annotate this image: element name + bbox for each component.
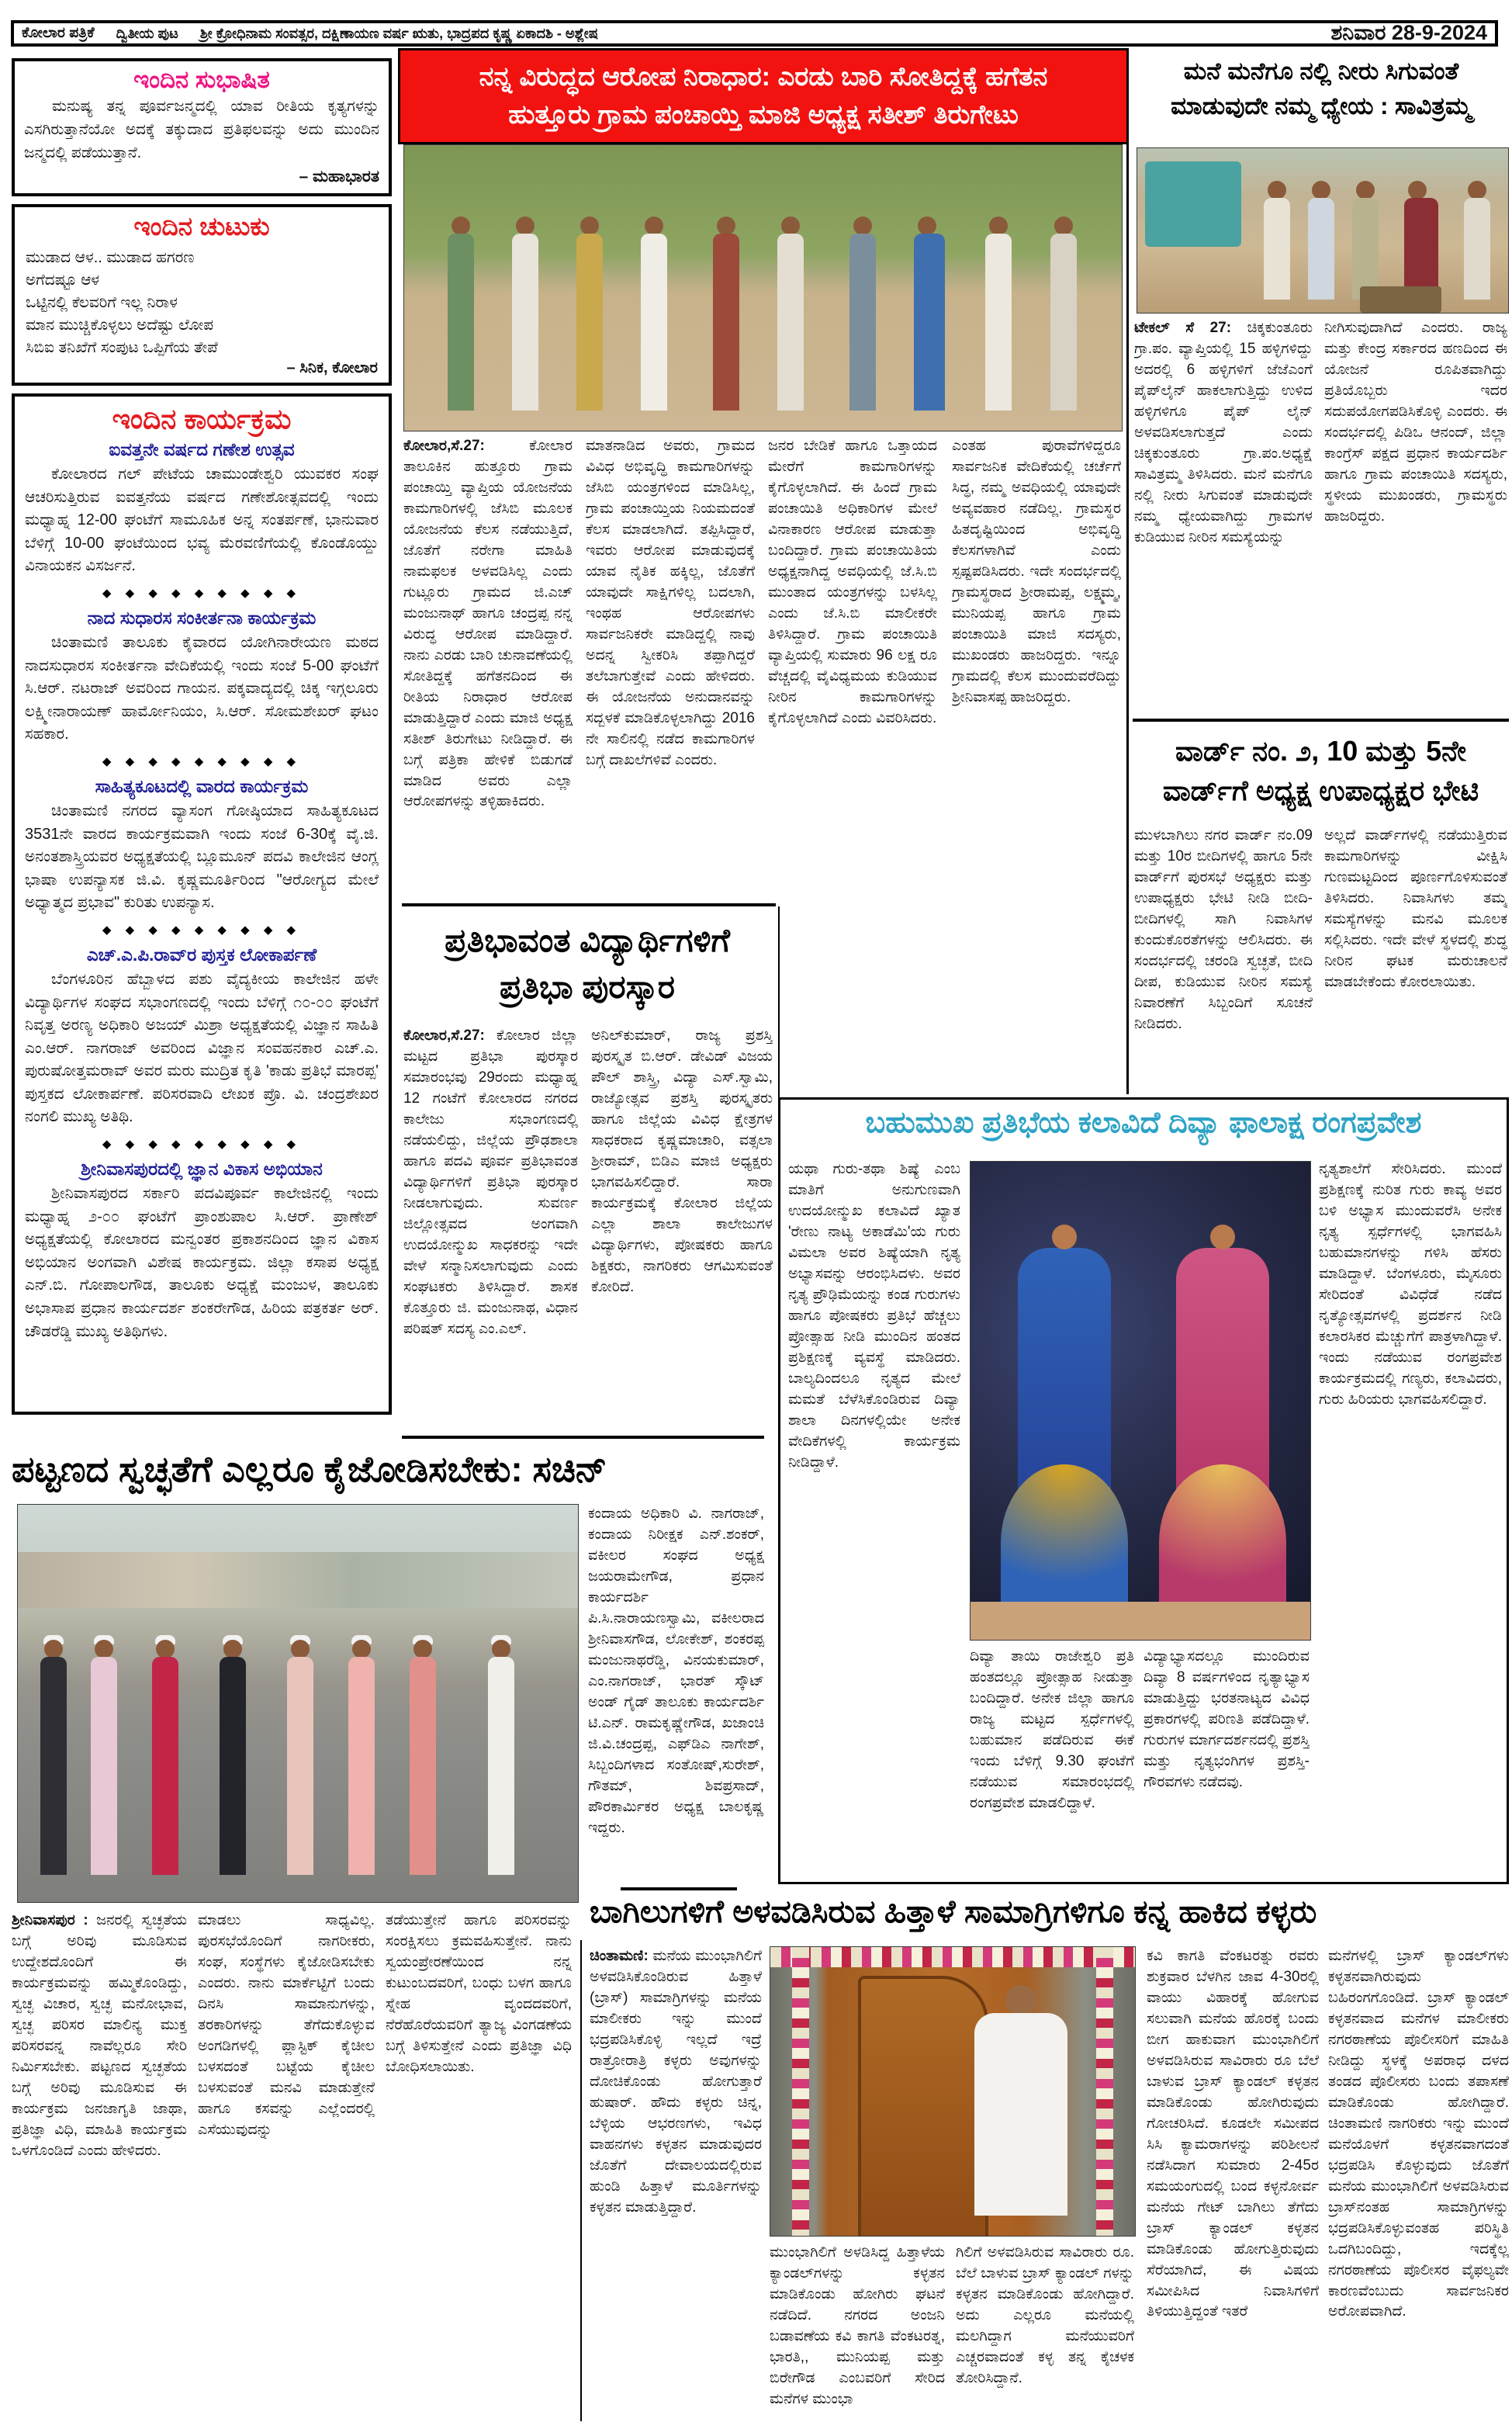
page-label: ದ್ವಿತೀಯ ಪುಟ bbox=[116, 25, 178, 41]
rule-above-prathibha bbox=[402, 903, 776, 906]
date-label: ಶನಿವಾರ 28-9-2024 bbox=[1330, 21, 1487, 44]
diamond-divider: ◆ ◆ ◆ ◆ ◆ ◆ ◆ ◆ ◆ bbox=[102, 923, 302, 937]
program-4-title: ಎಚ್.ಎ.ಪಿ.ರಾವ್‌ರ ಪುಸ್ತಕ ಲೋಕಾರ್ಪಣೆ bbox=[86, 944, 317, 965]
chutuku-title: ಇಂದಿನ ಚುಟುಕು bbox=[133, 212, 270, 241]
rule-sachin-names-end bbox=[621, 1887, 737, 1890]
huttur-col-4: ಎಂತಹ ಪುರಾವೆಗಳಿದ್ದರೂ ಸಾರ್ವಜನಿಕ ವೇದಿಕೆಯಲ್ಲಿ ಚರ್ಚೆಗೆ ಸಿದ್ಧ, ನಮ್ಮ ಅವಧಿಯಲ್ಲಿ ಯಾವುದೇ ಅವ್ಯವಹಾರ ನಡೆದಿಲ್ಲ. ಗ್ರಾಮಸ್ಥರ ಹಿತದೃಷ್ಟಿಯಿಂದ ಅಭಿವೃದ್ಧಿ ಕೆಲಸಗಳಾಗಿವೆ ಎಂದು ಸ್ಪಷ್ಟಪಡಿಸಿದರು. ಇದೇ ಸಂದರ್ಭದಲ್ಲಿ ಗ್ರಾಮಸ್ಥರಾದ ಶ್ರೀರಾಮಪ್ಪ, ಲಕ್ಷ್ಮಮ್ಮ, ಮುನಿಯಪ್ಪ ಹಾಗೂ ಗ್ರಾಮ ಪಂಚಾಯಿತಿ ಮಾಜಿ ಸದಸ್ಯರು, ಮುಖಂಡರು ಹಾಜರಿದ್ದರು. ಇನ್ನೂ ಗ್ರಾಮದಲ್ಲಿ ಕೆಲಸ ಮುಂದುವರೆದಿದ್ದು ಶ್ರೀನಿವಾಸಪ್ಪ ಹಾಜರಿದ್ದರು. bbox=[952, 438, 1121, 705]
kallaru-door-photo bbox=[770, 1946, 1136, 2237]
savitramma-col-1: ಟೇಕಲ್ ಸೆ 27: ಚಿಕ್ಕಕುಂತೂರು ಗ್ರಾ.ಪಂ. ವ್ಯಾಪ್ತಿಯಲ್ಲಿ 15 ಹಳ್ಳಿಗಳಿದ್ದು ಅದರಲ್ಲಿ 6 ಹಳ್ಳಿಗಳಿಗೆ ಜೆಜೆಎಂಗೆ ಪೈಪ್‌ಲೈನ್ ಹಾಕಲಾಗುತ್ತಿದ್ದು ಉಳಿದ ಹಳ್ಳಿಗಳಿಗೂ ಪೈಪ್ ಲೈನ್ ಅಳವಡಿಸಲಾಗುತ್ತದೆ ಎಂದು ಚಿಕ್ಕಕುಂತೂರು ಗ್ರಾ.ಪಂ.ಅಧ್ಯಕ್ಷೆ ಸಾವಿತ್ರಮ್ಮ ತಿಳಿಸಿದರು. ಮನೆ ಮನೆಗೂ ನಲ್ಲಿ ನೀರು ಸಿಗುವಂತೆ ಮಾಡುವುದೇ ನಮ್ಮ ಧ್ಯೇಯವಾಗಿದ್ದು ಗ್ರಾಮಗಳ ಕುಡಿಯುವ ನೀರಿನ ಸಮಸ್ಯೆಯನ್ನು bbox=[1134, 320, 1313, 546]
program-1-title: ಐವತ್ತನೇ ವರ್ಷದ ಗಣೇಶ ಉತ್ಸವ bbox=[109, 439, 295, 459]
diamond-divider: ◆ ◆ ◆ ◆ ◆ ◆ ◆ ◆ ◆ bbox=[102, 586, 302, 600]
program-2-body: ಚಿಂತಾಮಣಿ ತಾಲೂಕು ಕೈವಾರದ ಯೋಗಿನಾರೇಯಣ ಮಠದ ನಾದಸುಧಾರಸ ಸಂಕೀರ್ತನಾ ವೇದಿಕೆಯಲ್ಲಿ ಇಂದು ಸಂಜೆ 5-00 ಘಂಟೆಗೆ ಸಿ.ಆರ್. ನಟರಾಜ್ ಅವರಿಂದ ಗಾಯನ. ಪಕ್ಕವಾದ್ಯದಲ್ಲಿ ಚಿಕ್ಕ ಇಗ್ಗಲೂರು ಲಕ್ಷ್ಮೀನಾರಾಯಣ್ ಹಾರ್ಮೋನಿಯಂ, ಸಿ.ಆರ್. ಸೋಮಶೇಖರ್ ಘಟಂ ಸಹಕಾರ. bbox=[25, 633, 379, 743]
panchanga-line: ಶ್ರೀ ಕ್ರೋಧಿನಾಮ ಸಂವತ್ಸರ, ದಕ್ಷಿಣಾಯಣ ವರ್ಷ ಋತು, ಭಾದ್ರಪದ ಕೃಷ್ಣ ಏಕಾದಶಿ - ಅಶ್ಲೇಷ bbox=[199, 25, 598, 41]
huttur-col-2: ಮಾತನಾಡಿದ ಅವರು, ಗ್ರಾಮದ ವಿವಿಧ ಅಭಿವೃದ್ಧಿ ಕಾಮಗಾರಿಗಳನ್ನು ಜೆಸಿಬಿ ಯಂತ್ರಗಳಿಂದ ಮಾಡಿಸಿಲ್ಲ, ಗ್ರಾಮ ಪಂಚಾಯ್ತಿಯ ನಿಯಮದಂತೆ ಕೆಲಸ ಮಾಡಲಾಗಿದೆ. ತಪ್ಪಿಸಿದ್ದಾರೆ, ಇವರು ಆರೋಪ ಮಾಡುವುದಕ್ಕೆ ಯಾವ ನೈತಿಕ ಹಕ್ಕಿಲ್ಲ, ಜೊತೆಗೆ ಯಾವುದೇ ಸಾಕ್ಷಿಗಳಿಲ್ಲ ಬದಲಾಗಿ, ಇಂಥಹ ಆರೋಪಗಳು ಸಾರ್ವಜನಿಕರೇ ಮಾಡಿದ್ದಲ್ಲಿ ನಾವು ಅದನ್ನ ಸ್ವೀಕರಿಸಿ ತಪ್ಪಾಗಿದ್ದರೆ ತಲೆಬಾಗುತ್ತೇವೆ ಎಂದು ಹೇಳಿದರು. ಈ ಯೋಜನೆಯ ಅನುದಾನವನ್ನು ಸದ್ಬಳಕೆ ಮಾಡಿಕೊಳ್ಳಲಾಗಿದ್ದು 2016 ನೇ ಸಾಲಿನಲ್ಲಿ ನಡೆದ ಕಾಮಗಾರಿಗಳ ಬಗ್ಗೆ ದಾಖಲೆಗಳಿವೆ ಎಂದರು. bbox=[586, 438, 755, 768]
huttur-col-3: ಜನರ ಬೇಡಿಕೆ ಹಾಗೂ ಒತ್ತಾಯದ ಮೇರೆಗೆ ಕಾಮಗಾರಿಗಳನ್ನು ಕೈಗೊಳ್ಳಲಾಗಿದೆ. ಈ ಹಿಂದೆ ಗ್ರಾಮ ಪಂಚಾಯಿತಿ ಅಧಿಕಾರಿಗಳ ಮೇಲೆ ವಿನಾಕಾರಣ ಆರೋಪ ಮಾಡುತ್ತಾ ಬಂದಿದ್ದಾರೆ. ಗ್ರಾಮ ಪಂಚಾಯಿತಿಯ ಅಧ್ಯಕ್ಷನಾಗಿದ್ದ ಅವಧಿಯಲ್ಲಿ ಜೆ.ಸಿ.ಬಿ ಮುಂತಾದ ಯಂತ್ರಗಳನ್ನು ಬಳಸಿಲ್ಲ ಎಂದು ಜೆ.ಸಿ.ಬಿ ಮಾಲೀಕರೇ ತಿಳಿಸಿದ್ದಾರೆ. ಗ್ರಾಮ ಪಂಚಾಯಿತಿ ವ್ಯಾಪ್ತಿಯಲ್ಲಿ ಸುಮಾರು 96 ಲಕ್ಷ ರೂ ವೆಚ್ಚದಲ್ಲಿ ವೈವಿಧ್ಯಮಯ ಕುಡಿಯುವ ನೀರಿನ ಕಾಮಗಾರಿಗಳನ್ನು ಕೈಗೊಳ್ಳಲಾಗಿದೆ ಎಂದು ವಿವರಿಸಿದರು. bbox=[768, 438, 937, 726]
prathibha-col-2: ಅನಿಲ್‌ಕುಮಾರ್, ರಾಜ್ಯ ಪ್ರಶಸ್ತಿ ಪುರಸ್ಕೃತ ಬಿ.ಆರ್. ಡೇವಿಡ್ ವಿಜಯ ಪೌಲ್ ಶಾಸ್ತ್ರಿ, ವಿದ್ಯಾ ಎಸ್.ಸ್ವಾಮಿ, ರಾಜ್ಯೋತ್ಸವ ಪ್ರಶಸ್ತಿ ಪುರಸ್ಕೃತರು ಹಾಗೂ ಜಿಲ್ಲೆಯ ವಿವಿಧ ಕ್ಷೇತ್ರಗಳ ಸಾಧಕರಾದ ಕೃಷ್ಣಮಾಚಾರಿ, ವತ್ಸಲಾ ಶ್ರೀರಾಮ್, ಬಿಡಿಎ ಮಾಜಿ ಅಧ್ಯಕ್ಷರು ಭಾಗವಹಿಸಲಿದ್ದಾರೆ. ಸಾರಾ ಕಾರ್ಯಕ್ರಮಕ್ಕೆ ಕೋಲಾರ ಜಿಲ್ಲೆಯ ಎಲ್ಲಾ ಶಾಲಾ ಕಾಲೇಜುಗಳ ವಿದ್ಯಾರ್ಥಿಗಳು, ಪೋಷಕರು ಹಾಗೂ ಶಿಕ್ಷಕರು, ನಾಗರಿಕರು ಆಗಮಿಸುವಂತೆ ಕೋರಿದೆ. bbox=[591, 1027, 773, 1295]
rule-above-ward bbox=[1133, 719, 1509, 722]
dancer-pink bbox=[1176, 1248, 1269, 1620]
garland-left bbox=[792, 1947, 809, 2236]
sachin-col-names: ಕಂದಾಯ ಅಧಿಕಾರಿ ವಿ. ನಾಗರಾಜ್, ಕಂದಾಯ ನಿರೀಕ್ಷಕ ಎನ್.ಶಂಕರ್, ವಕೀಲರ ಸಂಘದ ಅಧ್ಯಕ್ಷ ಜಯರಾಮೇಗೌಡ, ಪ್ರಧಾನ ಕಾರ್ಯದರ್ಶಿ ಪಿ.ಸಿ.ನಾರಾಯಣಸ್ವಾಮಿ, ವಕೀಲರಾದ ಶ್ರೀನಿವಾಸಗೌಡ, ಲೋಕೇಶ್, ಶಂಕರಪ್ಪ ಮಂಜುನಾಥರೆಡ್ಡಿ, ವಿನಯಕುಮಾರ್, ಎಂ.ನಾಗರಾಜ್, ಭಾರತ್ ಸ್ಕೌಟ್ ಅಂಡ್ ಗೈಡ್ ತಾಲೂಕು ಕಾರ್ಯದರ್ಶಿ ಟಿ.ಎನ್. ರಾಮಕೃಷ್ಣೇಗೌಡ, ಖಜಾಂಚಿ ಜಿ.ವಿ.ಚಂದ್ರಪ್ಪ, ಎಫ್‌ಡಿಎ ನಾಗೇಶ್, ಸಿಬ್ಬಂದಿಗಳಾದ ಸಂತೋಷ್,ಸುರೇಶ್, ಗೌತಮ್, ಶಿವಪ್ರಸಾದ್, ಪೌರಕಾರ್ಮಿಕರ ಅಧ್ಯಕ್ಷ ಬಾಲಕೃಷ್ಣ ಇದ್ದರು. bbox=[588, 1506, 764, 1836]
subhashita-title: ಇಂದಿನ ಸುಭಾಷಿತ bbox=[133, 66, 270, 93]
program-5-body: ಶ್ರೀನಿವಾಸಪುರದ ಸರ್ಕಾರಿ ಪದವಿಪೂರ್ವ ಕಾಲೇಜಿನಲ್ಲಿ ಇಂದು ಮಧ್ಯಾಹ್ನ ೨-೦೦ ಘಂಟೆಗೆ ಪ್ರಾಂಶುಪಾಲ ಸಿ.ಆರ್. ಪ್ರಾಣೇಶ್ ಅಧ್ಯಕ್ಷತೆಯಲ್ಲಿ ಕೋಲಾರದ ಮನ್ವಂತರ ಪ್ರಕಾಶನದಿಂದ ಜ್ಞಾನ ವಿಕಾಸ ಅಭಿಯಾನ ಅಂಗವಾಗಿ ವಿಶೇಷ ಕಾರ್ಯಕ್ರಮ. ಜಿಲ್ಲಾ ಕಸಾಪ ಅಧ್ಯಕ್ಷ ಎನ್.ಬಿ. ಗೋಪಾಲಗೌಡ, ತಾಲೂಕು ಅಧ್ಯಕ್ಷೆ ಮಂಜುಳ, ತಾಲೂಕು ಅಭಾಸಾಪ ಪ್ರಧಾನ ಕಾರ್ಯದರ್ಶ ಶಂಕರೇಗೌಡ, ಹಿರಿಯ ಪತ್ರಕರ್ತ ಅರ್. ಚೌಡರೆಡ್ಡಿ ಮುಖ್ಯ ಅತಿಥಿಗಳು. bbox=[25, 1185, 379, 1340]
program-2-title: ನಾದ ಸುಧಾರಸ ಸಂಕೀರ್ತನಾ ಕಾರ್ಯಕ್ರಮ bbox=[87, 607, 317, 628]
ward-col-1: ಮುಳಬಾಗಿಲು ನಗರ ವಾರ್ಡ್ ನಂ.09 ಮತ್ತು 10ರ ಬೀದಿಗಳಲ್ಲಿ ಹಾಗೂ 5ನೇ ವಾರ್ಡ್‌ಗೆ ಪುರಸಭೆ ಅಧ್ಯಕ್ಷರು ಮತ್ತು ಉಪಾಧ್ಯಕ್ಷರು ಭೇಟಿ ನೀಡಿ ಬೀದಿ-ಬೀದಿಗಳಲ್ಲಿ ಸಾಗಿ ನಿವಾಸಿಗಳ ಕುಂದುಕೊರತೆಗಳನ್ನು ಆಲಿಸಿದರು. ಈ ಸಂದರ್ಭದಲ್ಲಿ ಚರಂಡಿ ಸ್ವಚ್ಛತೆ, ಬೀದಿ ದೀಪ, ಕುಡಿಯುವ ನೀರಿನ ಸಮಸ್ಯೆ ನಿವಾರಣೆಗೆ ಸಿಬ್ಬಂದಿಗೆ ಸೂಚನೆ ನೀಡಿದರು. bbox=[1134, 827, 1313, 1032]
huttur-villagers-photo bbox=[403, 144, 1123, 431]
kallaru-col-below-1: ಮುಂಭಾಗಿಲಿಗೆ ಅಳಡಿಸಿದ್ದ ಹಿತ್ತಾಳೆಯ ಕ್ಯಾಂಡಲ್‌ಗಳನ್ನು ಕಳ್ಳತನ ಮಾಡಿಕೊಂಡು ಹೋಗಿರು ಘಟನೆ ನಡೆದಿದೆ. ನಗರದ ಅಂಜನಿ ಬಡಾವಣೆಯ ಕವಿ ಕಾಗತಿ ವೆಂಕಟರತ್ನ, ಭಾರತಿ,, ಮುನಿಯಪ್ಪ ಮತ್ತು ಬಿರೇಗೌಡ ಎಂಬವರಿಗೆ ಸೇರಿದ ಮನೆಗಳ ಮುಂಭಾ bbox=[770, 2244, 945, 2407]
chutuku-credit: – ಸಿನಿಕ, ಕೋಲಾರ bbox=[286, 359, 378, 376]
diamond-divider: ◆ ◆ ◆ ◆ ◆ ◆ ◆ ◆ ◆ bbox=[102, 1138, 302, 1152]
garland-top bbox=[770, 1947, 1135, 1967]
kallaru-col-below-2: ಗಿಲಿಗೆ ಅಳವಡಿಸಿರುವ ಸಾವಿರಾರು ರೂ. ಬೆಲೆ ಬಾಳುವ ಬ್ರಾಸ್ ಕ್ಯಾಂಡಲ್ ಗಳನ್ನು ಕಳ್ಳತನ ಮಾಡಿಕೊಂಡು ಹೋಗಿದ್ದಾರೆ. ಅದು ಎಲ್ಲರೂ ಮನೆಯಲ್ಲಿ ಮಲಗಿದ್ದಾಗ ಮನೆಯುವರಿಗೆ ಎಚ್ಚರವಾದಂತೆ ಕಳ್ಳ ತನ್ನ ಕೈಚಳಕ ತೋರಿಸಿದ್ದಾನೆ. bbox=[956, 2244, 1134, 2386]
kallaru-col-left: ಚಿಂತಾಮಣಿ: ಮನೆಯ ಮುಂಭಾಗಿಲಿಗೆ ಅಳವಡಿಸಿಕೊಂಡಿರುವ ಹಿತ್ತಾಳೆ (ಬ್ರಾಸ್) ಸಾಮಾಗ್ರಿಗಳನ್ನು ಮನೆಯ ಮಾಲೀಕರು ಇನ್ನು ಮುಂದೆ ಭದ್ರಪಡಿಸಿಕೊಳ್ಳಿ ಇಲ್ಲದೆ ಇದ್ರೆ ರಾತ್ರೋರಾತ್ರಿ ಕಳ್ಳರು ಅವುಗಳನ್ನು ದೋಚಿಕೊಂಡು ಹೋಗುತ್ತಾರೆ ಹುಷಾರ್. ಹೌದು ಕಳ್ಳರು ಚಿನ್ನ, ಬೆಳ್ಳಿಯ ಆಭರಣಗಳು, ಇವಿಧ ವಾಹನಗಳು ಕಳ್ಳತನ ಮಾಡುವುದರ ಜೊತೆಗೆ ದೇವಾಲಯದಲ್ಲಿರುವ ಹುಂಡಿ ಹಿತ್ತಾಳೆ ಮೂರ್ತಿಗಳನ್ನು ಕಳ್ಳತನ ಮಾಡುತ್ತಿದ್ದಾರೆ. bbox=[590, 1948, 762, 2216]
program-3-body: ಚಿಂತಾಮಣಿ ನಗರದ ವ್ಯಾಸಂಗ ಗೋಷ್ಠಿಯಾದ ಸಾಹಿತ್ಯಕೂಟದ 3531ನೇ ವಾರದ ಕಾರ್ಯಕ್ರಮವಾಗಿ ಇಂದು ಸಂಜೆ 6-30ಕ್ಕೆ ವೈ.ಜಿ. ಅನಂತಶಾಸ್ತ್ರಿಯವರ ಅಧ್ಯಕ್ಷತೆಯಲ್ಲಿ ಬ್ಲೂಮೂನ್ ಪದವಿ ಕಾಲೇಜಿನ ಆಂಗ್ಲ ಭಾಷಾ ಉಪನ್ಯಾಸಕ ಜಿ.ವಿ. ಕೃಷ್ಣಮೂರ್ತಿರಿಂದ "ಆರೋಗ್ಯದ ಮೇಲೆ ಅಧ್ಯಾತ್ಮದ ಪ್ರಭಾವ" ಕುರಿತು ಉಪನ್ಯಾಸ. bbox=[25, 802, 379, 912]
carved-door bbox=[858, 1976, 988, 2237]
kallaru-col-right-1: ಕವಿ ಕಾಗತಿ ವೆಂಕಟರತ್ನು ರವರು ಶುಕ್ರವಾರ ಬೆಳಗಿನ ಜಾವ 4-30ರಲ್ಲಿ ವಾಯು ವಿಹಾರಕ್ಕೆ ಹೋಗುವ ಸಲುವಾಗಿ ಮನೆಯ ಹೊರಕ್ಕೆ ಬಂದು ಬೀಗ ಹಾಕುವಾಗ ಮುಂಭಾಗಿಲಿಗೆ ಅಳವಡಿಸಿರುವ ಸಾವಿರಾರು ರೂ ಬೆಲೆ ಬಾಳುವ ಬ್ರಾಸ್ ಕ್ಯಾಂಡಲ್ ಕಳ್ಳತನ ಮಾಡಿಕೊಂಡು ಹೋಗಿರುವುದು ಗೋಚರಿಸಿದೆ. ಕೂಡಲೇ ಸಮೀಪದ ಸಿಸಿ ಕ್ಯಾಮರಾಗಳನ್ನು ಪರಿಶೀಲನೆ ನಡೆಸಿದಾಗ ಸುಮಾರು 2-45ರ ಸಮಯಂಗುದಲ್ಲಿ ಬಂದ ಕಳ್ಳನೋರ್ವ ಮನೆಯ ಗೇಟ್ ಬಾಗಿಲು ತೆಗೆದು ಬ್ರಾಸ್ ಕ್ಯಾಂಡಲ್ ಕಳ್ಳತನ ಮಾಡಿಕೊಂಡು ಹೋಗುತ್ತಿರುವುದು ಸೆರೆಯಾಗಿದೆ, ಈ ವಿಷಯ ಸಮೀಪಿಸಿದ ನಿವಾಸಿಗಳಿಗೆ ತಿಳಿಯುತ್ತಿದ್ದಂತೆ ಇತರೆ bbox=[1147, 1948, 1319, 2320]
savitramma-borewell-photo bbox=[1137, 147, 1509, 314]
subhashita-body: ಮನುಷ್ಯ ತನ್ನ ಪೂರ್ವಜನ್ಮದಲ್ಲಿ ಯಾವ ರೀತಿಯ ಕೃತ್ಯಗಳನ್ನು ಎಸಗಿರುತ್ತಾನೆಯೋ ಅದಕ್ಕೆ ತಕ್ಕುದಾದ ಪ್ರತಿಫಲವನ್ನು ಅದು ಮುಂದಿನ ಜನ್ಮದಲ್ಲಿ ಪಡೆಯುತ್ತಾನೆ. bbox=[24, 98, 379, 161]
rule-right-vertical bbox=[1126, 48, 1129, 1094]
divya-col-right: ನೃತ್ಯಶಾಲೆಗೆ ಸೇರಿಸಿದರು. ಮುಂದೆ ಪ್ರಶಿಕ್ಷಣಕ್ಕೆ ನುರಿತ ಗುರು ಕಾವ್ಯ ಅವರ ಬಳಿ ಅಭ್ಯಾಸ ಮುಂದುವರೆಸಿ ಅನೇಕ ನೃತ್ಯ ಸ್ಪರ್ಧೆಗಳಲ್ಲಿ ಭಾಗವಹಿಸಿ ಬಹುಮಾನಗಳನ್ನು ಗಳಿಸಿ ಹೆಸರು ಮಾಡಿದ್ದಾಳೆ. ಬೆಂಗಳೂರು, ಮೈಸೂರು ಸೇರಿದಂತೆ ವಿವಿಧೆಡೆ ನಡೆದ ನೃತ್ಯೋತ್ಸವಗಳಲ್ಲಿ ಪ್ರದರ್ಶನ ನೀಡಿ ಕಲಾರಸಿಕರ ಮೆಚ್ಚುಗೆಗೆ ಪಾತ್ರಳಾಗಿದ್ದಾಳೆ. ಇಂದು ನಡೆಯುವ ರಂಗಪ್ರವೇಶ ಕಾರ್ಯಕ್ರಮದಲ್ಲಿ ಗಣ್ಯರು, ಕಲಾವಿದರು, ಗುರು ಹಿರಿಯರು ಭಾಗವಹಿಸಲಿದ್ದಾರೆ. bbox=[1319, 1161, 1502, 1408]
sachin-rally-photo bbox=[17, 1504, 579, 1903]
divya-col-below-2: ವಿದ್ಯಾಭ್ಯಾಸದಲ್ಲೂ ಮುಂದಿರುವ ದಿವ್ಯಾ 8 ವರ್ಷಗಳಿಂದ ನೃತ್ಯಾಭ್ಯಾಸ ಮಾಡುತ್ತಿದ್ದು ಭರತನಾಟ್ಯದ ವಿವಿಧ ಪ್ರಕಾರಗಳಲ್ಲಿ ಪರಿಣತಿ ಪಡೆದಿದ್ದಾಳೆ. ಗುರುಗಳ ಮಾರ್ಗದರ್ಶನದಲ್ಲಿ ಪ್ರಶಸ್ತಿ ಮತ್ತು ನೃತ್ಯಭಂಗಿಗಳ ಪ್ರಶಸ್ತಿ-ಗೌರವಗಳು ನಡೆದವು. bbox=[1144, 1648, 1310, 1790]
ward-headline: ವಾರ್ಡ್ ನಂ. ೨, 10 ಮತ್ತು 5ನೇ ವಾರ್ಡ್‌ಗೆ ಅಧ್ಯಕ್ಷ ಉಪಾಧ್ಯಕ್ಷರ ಭೇಟಿ bbox=[1162, 735, 1479, 807]
programs-box bbox=[12, 393, 392, 1415]
divya-dancers-photo bbox=[970, 1161, 1311, 1641]
program-3-title: ಸಾಹಿತ್ಯಕೂಟದಲ್ಲಿ ವಾರದ ಕಾರ್ಯಕ್ರಮ bbox=[95, 775, 309, 796]
huttur-col-1: ಕೋಲಾರ,ಸೆ.27: ಕೋಲಾರ ತಾಲೂಕಿನ ಹುತ್ತೂರು ಗ್ರಾಮ ಪಂಚಾಯ್ತಿ ವ್ಯಾಪ್ತಿಯ ಯೋಜನೆಯ ಕಾಮಗಾರಿಗಳಲ್ಲಿ ಜೆಸಿಬಿ ಮೂಲಕ ಯೋಜನೆಯ ಕೆಲಸ ನಡೆಯುತ್ತಿದೆ, ಜೊತೆಗೆ ನರೇಗಾ ಮಾಹಿತಿ ನಾಮಫಲಕ ಅಳವಡಿಸಿಲ್ಲ ಎಂದು ಗುಟ್ಲೂರು ಗ್ರಾಮದ ಜಿ.ಎಚ್ ಮಂಜುನಾಥ್ ಹಾಗೂ ಚಂದ್ರಪ್ಪ ನನ್ನ ವಿರುದ್ಧ ಆರೋಪ ಮಾಡಿದ್ದಾರೆ. ನಾನು ಎರಡು ಬಾರಿ ಚುನಾವಣೆಯಲ್ಲಿ ಸೋತಿದ್ದಕ್ಕೆ ಹಗೆತನದಿಂದ ಈ ರೀತಿಯ ನಿರಾಧಾರ ಆರೋಪ ಮಾಡುತ್ತಿದ್ದಾರೆ ಎಂದು ಮಾಜಿ ಅಧ್ಯಕ್ಷ ಸತೀಶ್ ತಿರುಗೇಟು ನೀಡಿದ್ದಾರೆ. ಈ ಬಗ್ಗೆ ಪತ್ರಿಕಾ ಹೇಳಿಕೆ ಬಿಡುಗಡೆ ಮಾಡಿದ ಅವರು ಎಲ್ಲಾ ಆರೋಪಗಳನ್ನು ತಳ್ಳಿಹಾಕಿದರು. bbox=[403, 438, 573, 810]
program-1-body: ಕೋಲಾರದ ಗಲ್ ಪೇಟೆಯ ಚಾಮುಂಡೇಶ್ವರಿ ಯುವಕರ ಸಂಘ ಆಚರಿಸುತ್ತಿರುವ ಐವತ್ತನೆಯ ವರ್ಷದ ಗಣೇಶೋತ್ಸವದಲ್ಲಿ ಇಂದು ಮಧ್ಯಾಹ್ನ 12-00 ಘಂಟೆಗೆ ಸಾಮೂಹಿಕ ಅನ್ನ ಸಂತರ್ಪಣೆ, ಭಾನುವಾರ ಬೆಳಿಗ್ಗೆ 10-00 ಘಂಟೆಯಿಂದ ಭವ್ಯ ಮೆರವಣಿಗೆಯಲ್ಲಿ ಕೊಂಡೊಯ್ದು ವಿನಾಯಕನ ವಿಸರ್ಜನೆ. bbox=[25, 466, 379, 575]
chutuku-box bbox=[12, 204, 392, 386]
huttur-headline-banner: ನನ್ನ ವಿರುದ್ಧದ ಆರೋಪ ನಿರಾಧಾರ: ಎರಡು ಬಾರಿ ಸೋತಿದ್ದಕ್ಕೆ ಹಗೆತನ ಹುತ್ತೂರು ಗ್ರಾಮ ಪಂಚಾಯ್ತಿ ಮಾಜಿ ಅಧ್ಯಕ್ಷ ಸತೀಶ್ ತಿರುಗೇಟು bbox=[398, 48, 1129, 144]
sachin-col-3: ತಡೆಯುತ್ತೇನೆ ಹಾಗೂ ಪರಿಸರವನ್ನು ಸಂರಕ್ಷಿಸಲು ಕ್ರಮವಹಿಸುತ್ತೇನೆ. ನಾನು ಸ್ವಯಂಪ್ರೇರಣೆಯಿಂದ ನನ್ನ ಕುಟುಂಬದವರಿಗೆ, ಬಂಧು ಬಳಗ ಹಾಗೂ ಸ್ನೇಹ ವೃಂದದವರಿಗೆ, ನೆರೆಹೊರೆಯವರಿಗೆ ತ್ಯಾಜ್ಯ ವಿಂಗಡಣೆಯ ಬಗ್ಗೆ ತಿಳಿಸುತ್ತೇನೆ ಎಂದು ಪ್ರತಿಜ್ಞಾ ವಿಧಿ ಬೋಧಿಸಲಾಯಿತು. bbox=[386, 1912, 572, 2075]
savitramma-col-2: ನೀಗಿಸುವುದಾಗಿದೆ ಎಂದರು. ರಾಜ್ಯ ಮತ್ತು ಕೇಂದ್ರ ಸರ್ಕಾರದ ಹಣದಿಂದ ಈ ಯೋಜನೆ ರೂಪಿತವಾಗಿದ್ದು ಪ್ರತಿಯೊಬ್ಬರು ಇದರ ಸದುಪಯೋಗಪಡಿಸಿಕೊಳ್ಳಿ ಎಂದರು. ಈ ಸಂದರ್ಭದಲ್ಲಿ ಪಿಡಿಒ ಆನಂದ್, ಜಿಲ್ಲಾ ಕಾಂಗ್ರೆಸ್ ಪಕ್ಷದ ಪ್ರಧಾನ ಕಾರ್ಯದರ್ಶಿ ಹಾಗೂ ಗ್ರಾಮ ಪಂಚಾಯಿತಿ ಸದಸ್ಯರು, ಸ್ಥಳೀಯ ಮುಖಂಡರು, ಗ್ರಾಮಸ್ಥರು ಹಾಜರಿದ್ದರು. bbox=[1324, 320, 1507, 525]
dancer-blue bbox=[1018, 1248, 1111, 1620]
divya-col-left: ಯಥಾ ಗುರು-ತಥಾ ಶಿಷ್ಯೆ ಎಂಬ ಮಾತಿಗೆ ಅನುಗುಣವಾಗಿ ಉದಯೋನ್ಮುಖ ಕಲಾವಿದೆ ಖ್ಯಾತ 'ರೇಣು ನಾಟ್ಯ ಅಕಾಡೆಮಿ'ಯ ಗುರು ವಿಮಲಾ ಅವರ ಶಿಷ್ಯೆಯಾಗಿ ನೃತ್ಯ ಅಭ್ಯಾಸವನ್ನು ಆರಂಭಿಸಿದಳು. ಅವರ ನೃತ್ಯ ಪ್ರೌಢಿಮೆಯನ್ನು ಕಂಡ ಗುರುಗಳು ಹಾಗೂ ಪೋಷಕರು ಪ್ರತಿಭೆ ಹೆಚ್ಚಲು ಪ್ರೋತ್ಸಾಹ ನೀಡಿ ಮುಂದಿನ ಹಂತದ ಪ್ರಶಿಕ್ಷಣಕ್ಕೆ ವ್ಯವಸ್ಥೆ ಮಾಡಿದರು. ಬಾಲ್ಯದಿಂದಲೂ ನೃತ್ಯದ ಮೇಲೆ ಮಮತೆ ಬೆಳೆಸಿಕೊಂಡಿರುವ ದಿವ್ಯಾ ಶಾಲಾ ದಿನಗಳಲ್ಲಿಯೇ ಅನೇಕ ವೇದಿಕೆಗಳಲ್ಲಿ ಕಾರ್ಯಕ್ರಮ ನೀಡಿದ್ದಾಳೆ. bbox=[788, 1161, 960, 1471]
masthead-bar bbox=[11, 20, 1498, 47]
garland-right bbox=[1096, 1947, 1113, 2236]
rule-bottom-vertical bbox=[580, 1940, 582, 2421]
sachin-col-2: ಮಾಡಲು ಸಾಧ್ಯವಿಲ್ಲ. ಪುರಸಭೆಯೊಂದಿಗೆ ನಾಗರೀಕರು, ಸಂಘ, ಸಂಸ್ಥೆಗಳು ಕೈಜೋಡಿಸಬೇಕು ಎಂದರು. ನಾನು ಮಾರ್ಕೆಟ್ಟಿಗೆ ಬಂದು ದಿನಸಿ ಸಾಮಾನುಗಳನ್ನು, ತರಕಾರಿಗಳನ್ನು ತೆಗೆದುಕೊಳ್ಳುವ ಅಂಗಡಿಗಳಲ್ಲಿ ಪ್ಲಾಸ್ಟಿಕ್ ಕೈಚೀಲ ಬಳಸದಂತೆ ಬಟ್ಟೆಯ ಕೈಚೀಲ ಬಳಸುವಂತೆ ಮನವಿ ಮಾಡುತ್ತೇನೆ ಹಾಗೂ ಕಸವನ್ನು ಎಲ್ಲೆಂದರಲ್ಲಿ ಎಸೆಯುವುದನ್ನು bbox=[198, 1912, 375, 2138]
chutuku-lines: ಮುಡಾದ ಆಳ.. ಮುಡಾದ ಹಗರಣ ಅಗೆದಷ್ಟೂ ಆಳ ಒಟ್ಟಿನಲ್ಲಿ ಕೆಲವರಿಗೆ ಇಲ್ಲ ನಿರಾಳ ಮಾನ ಮುಚ್ಚಿಕೊಳ್ಳಲು ಅದೆಷ್ಟು ಲೋಪ ಸಿಬಿಐ ತನಿಖೆಗೆ ಸಂಪುಟ ಒಪ್ಪಿಗೆಯ ತೇಪೆ bbox=[26, 249, 218, 356]
divya-headline: ಬಹುಮುಖ ಪ್ರತಿಭೆಯ ಕಲಾವಿದೆ ದಿವ್ಯಾ ಫಾಲಾಕ್ಷ ರಂಗಪ್ರವೇಶ bbox=[865, 1107, 1422, 1139]
sachin-headline: ಪಟ್ಟಣದ ಸ್ವಚ್ಛತೆಗೆ ಎಲ್ಲರೂ ಕೈಜೋಡಿಸಬೇಕು: ಸಚಿನ್ bbox=[12, 1449, 607, 1489]
diamond-divider: ◆ ◆ ◆ ◆ ◆ ◆ ◆ ◆ ◆ bbox=[102, 754, 302, 768]
subhashita-credit: – ಮಹಾಭಾರತ bbox=[299, 168, 379, 185]
divya-col-below-1: ದಿವ್ಯಾ ತಾಯಿ ರಾಜೇಶ್ವರಿ ಪ್ರತಿ ಹಂತದಲ್ಲೂ ಪ್ರೋತ್ಸಾಹ ನೀಡುತ್ತಾ ಬಂದಿದ್ದಾರೆ. ಅನೇಕ ಜಿಲ್ಲಾ ಹಾಗೂ ರಾಜ್ಯ ಮಟ್ಟದ ಸ್ಪರ್ಧೆಗಳಲ್ಲಿ ಬಹುಮಾನ ಪಡೆದಿರುವ ಈಕೆ ಇಂದು ಬೆಳಿಗ್ಗೆ 9.30 ಘಂಟೆಗೆ ನಡೆಯುವ ಸಮಾರಂಭದಲ್ಲಿ ರಂಗಪ್ರವೇಶ ಮಾಡಲಿದ್ದಾಳೆ. bbox=[970, 1648, 1134, 1811]
rule-below-prathibha bbox=[402, 1436, 764, 1439]
ward-col-2: ಅಲ್ಲದೆ ವಾರ್ಡ್‌ಗಳಲ್ಲಿ ನಡೆಯುತ್ತಿರುವ ಕಾಮಗಾರಿಗಳನ್ನು ವೀಕ್ಷಿಸಿ ಗುಣಮಟ್ಟದಿಂದ ಪೂರ್ಣಗೊಳಿಸುವಂತೆ ತಿಳಿಸಿದರು. ನಿವಾಸಿಗಳು ತಮ್ಮ ಸಮಸ್ಯೆಗಳನ್ನು ಮನವಿ ಮೂಲಕ ಸಲ್ಲಿಸಿದರು. ಇದೇ ವೇಳೆ ಸ್ಥಳದಲ್ಲಿ ಶುದ್ಧ ನೀರಿನ ಘಟಕ ಮರುಚಾಲನೆ ಮಾಡಬೇಕೆಂದು ಕೋರಲಾಯಿತು. bbox=[1324, 827, 1507, 990]
programs-title: ಇಂದಿನ ಕಾರ್ಯಕ್ರಮ bbox=[112, 403, 292, 435]
program-4-body: ಬೆಂಗಳೂರಿನ ಹೆಬ್ಬಾಳದ ಪಶು ವೈದ್ಯಕೀಯ ಕಾಲೇಜಿನ ಹಳೇ ವಿದ್ಯಾರ್ಥಿಗಳ ಸಂಘದ ಸಭಾಂಗಣದಲ್ಲಿ ಇಂದು ಬೆಳಿಗ್ಗೆ ೧೦-೦೦ ಘಂಟೆಗೆ ನಿವೃತ್ತ ಅರಣ್ಯ ಅಧಿಕಾರಿ ಅಜಯ್ ಮಿಶ್ರಾ ಅಧ್ಯಕ್ಷತೆಯಲ್ಲಿ ವಿಜ್ಞಾನ ಸಾಹಿತಿ ಎಂ.ಆರ್. ನಾಗರಾಜ್ ಅವರಿಂದ ವಿಜ್ಞಾನ ಸಂವಹನಕಾರ ಎಚ್.ಎ. ಪುರುಷೋತ್ತಮರಾವ್ ಅವರ ಮರು ಮುದ್ರಿತ ಕೃತಿ 'ಕಾಡು ಪ್ರತಿಭೆ ಮಾರಪ್ಪ' ಪುಸ್ತಕದ ಲೋಕಾರ್ಪಣೆ. ಪರಿಸರವಾದಿ ಲೇಖಕ ಪ್ರೊ. ವಿ. ಚಂದ್ರಶೇಖರ ನಂಗಲಿ ಮುಖ್ಯ ಅತಿಥಿ. bbox=[25, 970, 379, 1126]
savitramma-headline: ಮನೆ ಮನೆಗೂ ನಲ್ಲಿ ನೀರು ಸಿಗುವಂತೆ ಮಾಡುವುದೇ ನಮ್ಮ ಧ್ಯೇಯ : ಸಾವಿತ್ರಮ್ಮ bbox=[1171, 57, 1472, 120]
prathibha-col-1: ಕೋಲಾರ,ಸೆ.27: ಕೋಲಾರ ಜಿಲ್ಲಾ ಮಟ್ಟದ ಪ್ರತಿಭಾ ಪುರಸ್ಕಾರ ಸಮಾರಂಭವು 29ರಂದು ಮಧ್ಯಾಹ್ನ 12 ಗಂಟೆಗೆ ಕೋಲಾರದ ನಗರದ ಕಾಲೇಜು ಸಭಾಂಗಣದಲ್ಲಿ ನಡೆಯಲಿದ್ದು, ಜಿಲ್ಲೆಯ ಪ್ರೌಢಶಾಲಾ ಹಾಗೂ ಪದವಿ ಪೂರ್ವ ಪ್ರತಿಭಾವಂತ ವಿದ್ಯಾರ್ಥಿಗಳಿಗೆ ಪ್ರತಿಭಾ ಪುರಸ್ಕಾರ ನೀಡಲಾಗುವುದು. ಸುವರ್ಣ ಜಿಲ್ಲೋತ್ಸವದ ಅಂಗವಾಗಿ ಉದಯೋನ್ಮುಖ ಸಾಧಕರನ್ನು ಇದೇ ವೇಳೆ ಸನ್ಮಾನಿಸಲಾಗುವುದು ಎಂದು ಸಂಘಟಕರು ತಿಳಿಸಿದ್ದಾರೆ. ಶಾಸಕ ಕೊತ್ತೂರು ಜಿ. ಮಂಜುನಾಥ, ವಿಧಾನ ಪರಿಷತ್ ಸದಸ್ಯ ಎಂ.ಎಲ್. bbox=[403, 1027, 578, 1337]
kallaru-col-right-2: ಮನೆಗಳಲ್ಲಿ ಬ್ರಾಸ್ ಕ್ಯಾಂಡಲ್‌ಗಳು ಕಳ್ಳತನವಾಗಿರುವುದು ಬಹಿರಂಗಗೊಂಡಿದೆ. ಬ್ರಾಸ್ ಕ್ಯಾಂಡಲ್ ಕಳ್ಳತನವಾದ ಮನೆಗಳ ಮಾಲೀಕರು ನಗರಠಾಣೆಯ ಪೊಲೀಸರಿಗೆ ಮಾಹಿತಿ ನೀಡಿದ್ದು ಸ್ಥಳಕ್ಕೆ ಅಪರಾಧ ದಳದ ತಂಡದ ಪೊಲೀಸರು ಬಂದು ತಪಾಸಣೆ ಮಾಡಿಕೊಂಡು ಹೋಗಿದ್ದಾರೆ. ಚಿಂತಾಮಣಿ ನಾಗರಿಕರು ಇನ್ನು ಮುಂದೆ ಮನೆಯೊಳಗೆ ಕಳ್ಳತನವಾಗದಂತೆ ಭದ್ರಪಡಿಸಿ ಕೊಳ್ಳುವುದು ಜೊತೆಗೆ ಮನೆಯ ಮುಂಭಾಗಿಲಿಗೆ ಅಳವಡಿಸಿರುವ ಬ್ರಾಸ್‌ನಂತಹ ಸಾಮಾಗ್ರಿಗಳನ್ನು ಭದ್ರಪಡಿಸಿಕೊಳ್ಳುವಂತಹ ಪರಿಸ್ಥಿತಿ ಒದಗಿಬಂದಿದ್ದು, ಇದಕ್ಕೆಲ್ಲ ನಗರಠಾಣೆಯ ಪೊಲೀಸರ ವೈಫಲ್ಯವೇ ಕಾರಣವೆಂಬುದು ಸಾರ್ವಜನಿಕರ ಅರೋಪವಾಗಿದೆ. bbox=[1328, 1948, 1509, 2320]
man-white-shirt bbox=[974, 2016, 1067, 2218]
sachin-col-1: ಶ್ರೀನಿವಾಸಪುರ : ಜನರಲ್ಲಿ ಸ್ವಚ್ಛತೆಯ ಬಗ್ಗೆ ಅರಿವು ಮೂಡಿಸುವ ಉದ್ದೇಶದೊಂದಿಗೆ ಈ ಕಾರ್ಯಕ್ರಮವನ್ನು ಹಮ್ಮಿಕೊಂಡಿದ್ದು, ಸ್ವಚ್ಛ ವಿಚಾರ, ಸ್ವಚ್ಛ ಮನೋಭಾವ, ಸ್ವಚ್ಛ ಪರಿಸರ ಮಾಲಿನ್ಯ ಮುಕ್ತ ಪರಿಸರವನ್ನ ನಾವೆಲ್ಲರೂ ಸೇರಿ ನಿರ್ಮಿಸಬೇಕು. ಪಟ್ಟಣದ ಸ್ವಚ್ಛತೆಯ ಬಗ್ಗೆ ಅರಿವು ಮೂಡಿಸುವ ಈ ಕಾರ್ಯಕ್ರಮ ಜನಜಾಗೃತಿ ಜಾಥಾ, ಪ್ರತಿಜ್ಞಾ ವಿಧಿ, ಮಾಹಿತಿ ಕಾರ್ಯಕ್ರಮ ಒಳಗೊಂಡಿದೆ ಎಂದು ಹೇಳಿದರು. bbox=[12, 1912, 187, 2159]
kallaru-headline: ಬಾಗಿಲುಗಳಿಗೆ ಅಳವಡಿಸಿರುವ ಹಿತ್ತಾಳೆ ಸಾಮಾಗ್ರಿಗಳಿಗೂ ಕನ್ನ ಹಾಕಿದ ಕಳ್ಳರು bbox=[590, 1894, 1317, 1929]
subhashita-box bbox=[12, 58, 392, 196]
program-5-title: ಶ್ರೀನಿವಾಸಪುರದಲ್ಲಿ ಜ್ಞಾನ ವಿಕಾಸ ಅಭಿಯಾನ bbox=[81, 1159, 323, 1180]
paper-title: ಕೋಲಾರ ಪತ್ರಿಕೆ bbox=[22, 25, 95, 41]
prathibha-headline: ಪ್ರತಿಭಾವಂತ ವಿದ್ಯಾರ್ಥಿಗಳಿಗೆ ಪ್ರತಿಭಾ ಪುರಸ್ಕಾರ bbox=[445, 922, 730, 1005]
